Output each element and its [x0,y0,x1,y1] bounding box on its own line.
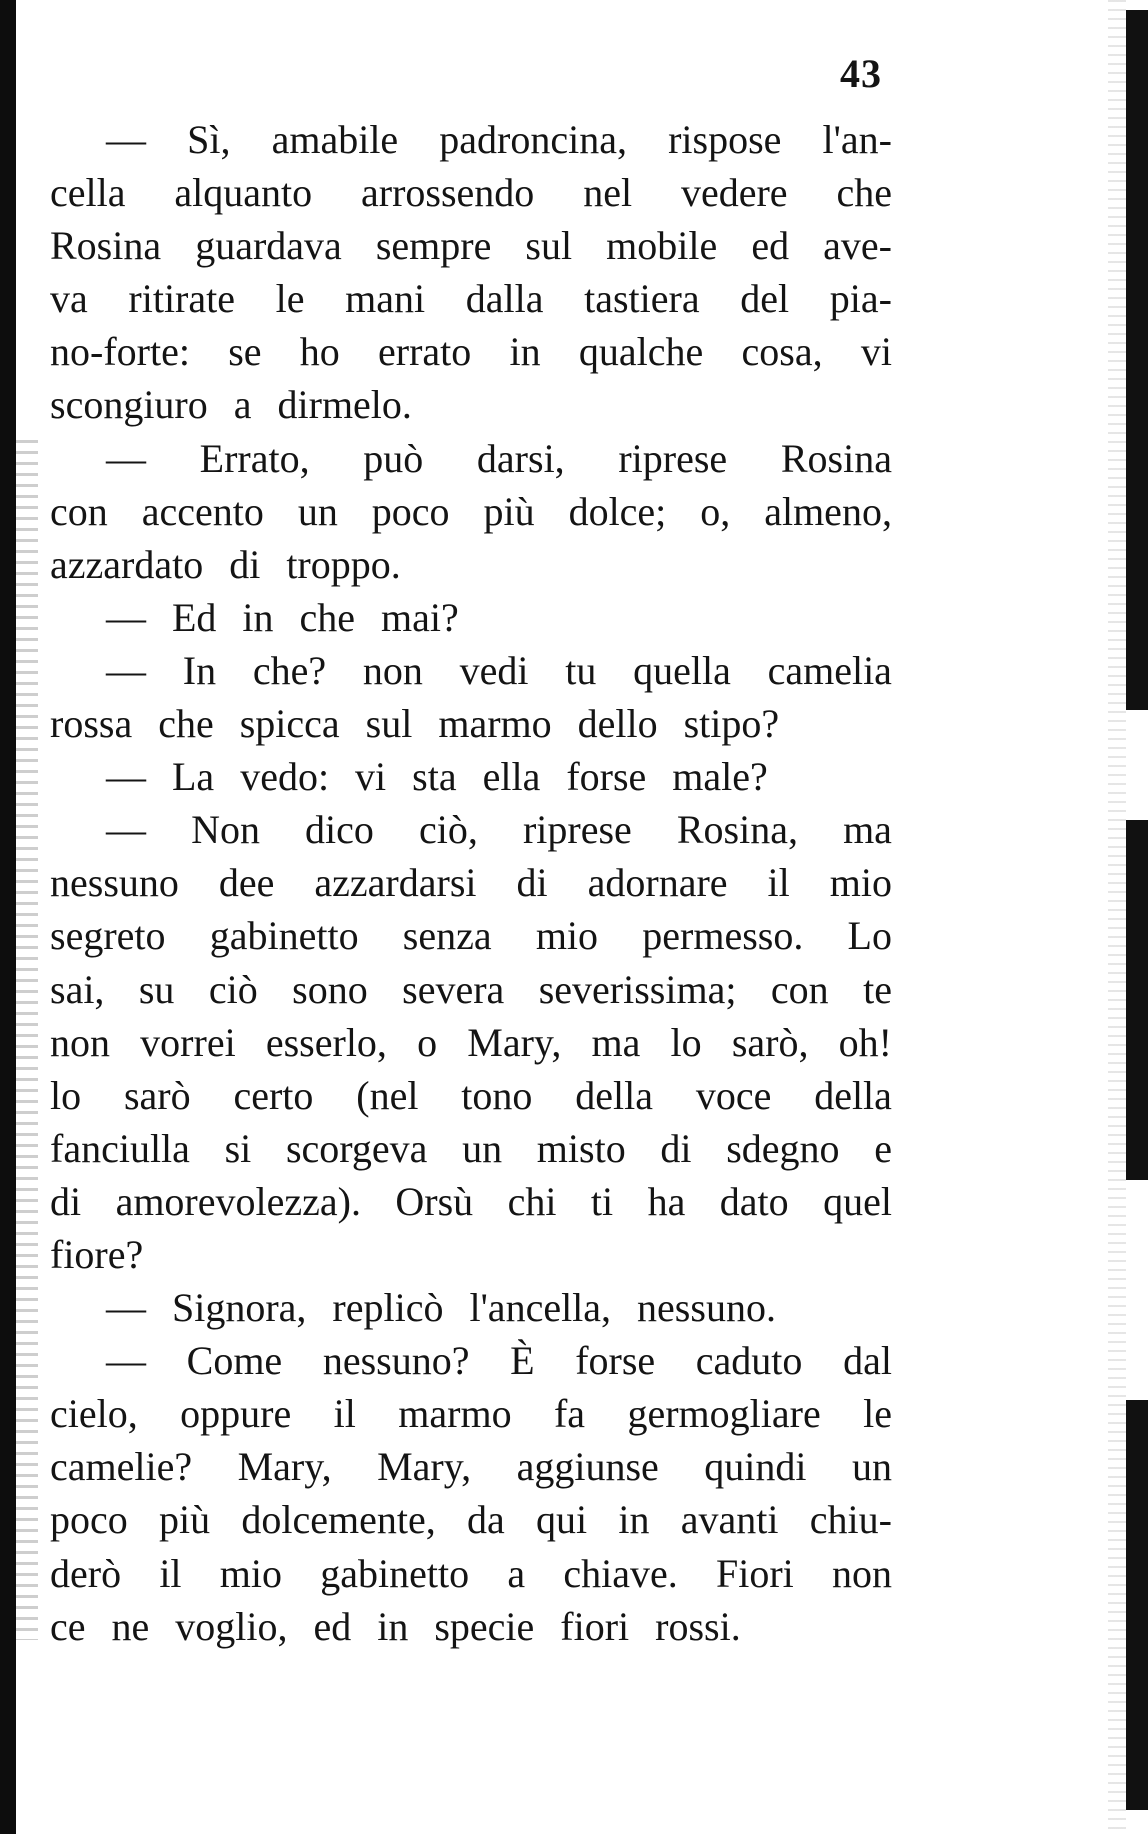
word: e [874,1125,892,1171]
word: Mary, [467,1019,562,1065]
word: ti [590,1178,614,1224]
word: o, [700,488,731,534]
word: Mary, [377,1444,472,1490]
word: mani [345,276,426,322]
word: Non [191,807,260,853]
text-line: scongiuro a dirmelo. [50,382,412,428]
word: Sì, [187,117,231,162]
word: chiave. [563,1550,678,1596]
page-number: 43 [840,51,882,96]
word: si [224,1125,252,1171]
word: segreto [50,913,166,959]
word: un [851,1444,892,1490]
word: forse [575,1338,656,1384]
word: su [138,966,175,1012]
word: di [516,860,548,906]
word: quella [633,647,731,693]
word: o [417,1019,438,1065]
word: voce [695,1072,772,1118]
word: mio [829,860,892,906]
word: Mary, [237,1444,332,1490]
word: mobile [606,223,718,269]
word: le [275,276,305,322]
word: a [507,1550,526,1596]
word: In [182,647,217,693]
scan-right-edge [1126,0,1148,1834]
word: lo [50,1072,82,1118]
word: dal [843,1338,892,1384]
word: Lo [847,913,892,959]
word: va [50,276,88,322]
word: poco [50,1497,128,1543]
word: amabile [271,117,399,162]
text-line [50,219,892,272]
word: cosa, [741,329,823,375]
word: ritirate [128,276,235,322]
text-line [50,1069,892,1122]
word: con [50,488,108,534]
word: scorgeva [285,1125,428,1171]
text-line [50,432,892,485]
word: può [363,435,424,481]
word: camelie? [50,1444,193,1490]
word: dolce; [568,488,667,534]
word: aggiunse [516,1444,659,1490]
word: da [467,1497,505,1543]
word: — [106,647,146,693]
scan-noise-right [1108,0,1126,1834]
word: ciò [208,966,258,1012]
word: sarò, [731,1019,809,1065]
word: quindi [704,1444,807,1490]
word: poco [371,488,450,534]
word: più [159,1497,211,1543]
text-line: azzardato di troppo. [50,541,401,587]
word: accento [141,488,264,534]
word: vi [860,329,892,375]
word: non [362,647,423,693]
word: errato [378,329,472,375]
word: chiu- [809,1497,892,1543]
word: arrossendo [361,170,535,216]
word: nessuno [50,860,179,906]
scan-noise-left [16,440,38,1640]
word: il [333,1391,356,1437]
word: mio [535,913,599,959]
text-line: — Signora, replicò l'ancella, nessuno. [106,1285,776,1331]
word: certo [233,1072,314,1118]
word: avanti [680,1497,779,1543]
word: della [814,1072,892,1118]
text-line: ce ne voglio, ed in specie fiori rossi. [50,1603,741,1649]
word: È [510,1338,535,1384]
word: le [863,1391,892,1437]
word: sai, [50,966,105,1012]
word: non [50,1019,110,1065]
word: vorrei [140,1019,236,1065]
text-line: fiore? [50,1231,144,1277]
word: Come [186,1338,283,1384]
text-line [50,1440,892,1493]
word: che [836,170,892,216]
word: misto [536,1125,626,1171]
body-text [50,113,892,1653]
word: se [228,329,262,375]
word: della [575,1072,653,1118]
text-line [50,856,892,909]
word: sdegno [726,1125,840,1171]
word: in [618,1497,650,1543]
word: cielo, [50,1391,138,1437]
word: fa [553,1391,586,1437]
word: del [740,276,790,322]
word: tu [565,647,597,693]
word: — [106,117,146,162]
word: vedi [459,647,529,693]
word: marmo [398,1391,512,1437]
word: fanciulla [50,1125,190,1171]
text-line [50,1493,892,1546]
word: germogliare [627,1391,821,1437]
word: sono [292,966,368,1012]
word: no-forte: [50,329,190,375]
text-line [50,1016,892,1069]
word: di [660,1125,692,1171]
word: almeno, [764,488,892,534]
word: dalla [465,276,544,322]
word: qui [536,1497,588,1543]
word: ma [843,807,892,853]
word: (nel [356,1072,419,1118]
word: permesso. [642,913,804,959]
word: padroncina, [439,117,627,162]
word: severa [402,966,505,1012]
text-line [50,803,892,856]
word: gabinetto [320,1550,470,1596]
word: Rosina, [676,807,798,853]
word: l'an- [822,117,892,162]
word: che? [252,647,327,693]
scan-edge-bar [1126,1400,1148,1810]
word: derò [50,1550,122,1596]
text-line [50,166,892,219]
word: Errato, [199,435,310,481]
word: dolcemente, [241,1497,436,1543]
word: azzardarsi [314,860,477,906]
word: ciò, [419,807,478,853]
word: il [159,1550,182,1596]
scan-edge-bar [1126,820,1148,1180]
word: quel [823,1178,892,1224]
word: ha [647,1178,686,1224]
text-line [50,272,892,325]
word: senza [402,913,492,959]
word: nel [583,170,633,216]
word: il [767,860,790,906]
word: camelia [767,647,892,693]
word: — [106,1338,146,1384]
word: — [106,807,146,853]
text-line [50,644,892,697]
word: — [106,435,146,481]
word: te [863,966,892,1012]
word: amorevolezza). [115,1178,361,1224]
text-line [50,1387,892,1440]
word: cella [50,170,126,216]
word: tastiera [584,276,700,322]
scan-edge-bar [1126,10,1148,710]
word: Fiori [715,1550,794,1596]
word: gabinetto [209,913,359,959]
text-line [50,1175,892,1228]
word: oh! [838,1019,892,1065]
word: dee [218,860,275,906]
text-line: — La vedo: vi sta ella forse male? [106,754,768,800]
word: rispose [668,117,782,162]
word: mio [219,1550,283,1596]
word: darsi, [476,435,565,481]
text-line [50,113,892,166]
word: non [831,1550,892,1596]
word: Rosina [50,223,162,269]
word: in [509,329,541,375]
scan-binding-edge [0,0,16,1834]
word: guardava [195,223,342,269]
word: di [50,1178,82,1224]
word: vedere [680,170,788,216]
text-line: rossa che spicca sul marmo dello stipo? [50,701,780,747]
word: severissima; [538,966,737,1012]
word: sempre [375,223,492,269]
text-line [50,1122,892,1175]
word: alquanto [174,170,313,216]
word: ho [299,329,340,375]
word: riprese [522,807,632,853]
word: qualche [578,329,704,375]
text-line [50,909,892,962]
word: ed [751,223,790,269]
word: un [297,488,338,534]
word: sul [525,223,573,269]
text-line [50,485,892,538]
word: pia- [829,276,892,322]
word: esserlo, [265,1019,387,1065]
word: tono [461,1072,533,1118]
word: dico [305,807,374,853]
word: ave- [823,223,892,269]
word: lo [670,1019,702,1065]
word: oppure [180,1391,292,1437]
text-line: — Ed in che mai? [106,594,459,640]
word: caduto [695,1338,803,1384]
word: Orsù [395,1178,474,1224]
word: adornare [587,860,728,906]
word: più [483,488,535,534]
word: nessuno? [322,1338,470,1384]
word: dato [719,1178,789,1224]
word: ma [591,1019,641,1065]
word: sarò [123,1072,191,1118]
word: Rosina [780,435,892,481]
word: riprese [618,435,728,481]
word: un [462,1125,503,1171]
word: con [770,966,829,1012]
word: chi [507,1178,557,1224]
text-line [50,325,892,378]
text-line [50,1334,892,1387]
text-line [50,1547,892,1600]
text-line [50,963,892,1016]
